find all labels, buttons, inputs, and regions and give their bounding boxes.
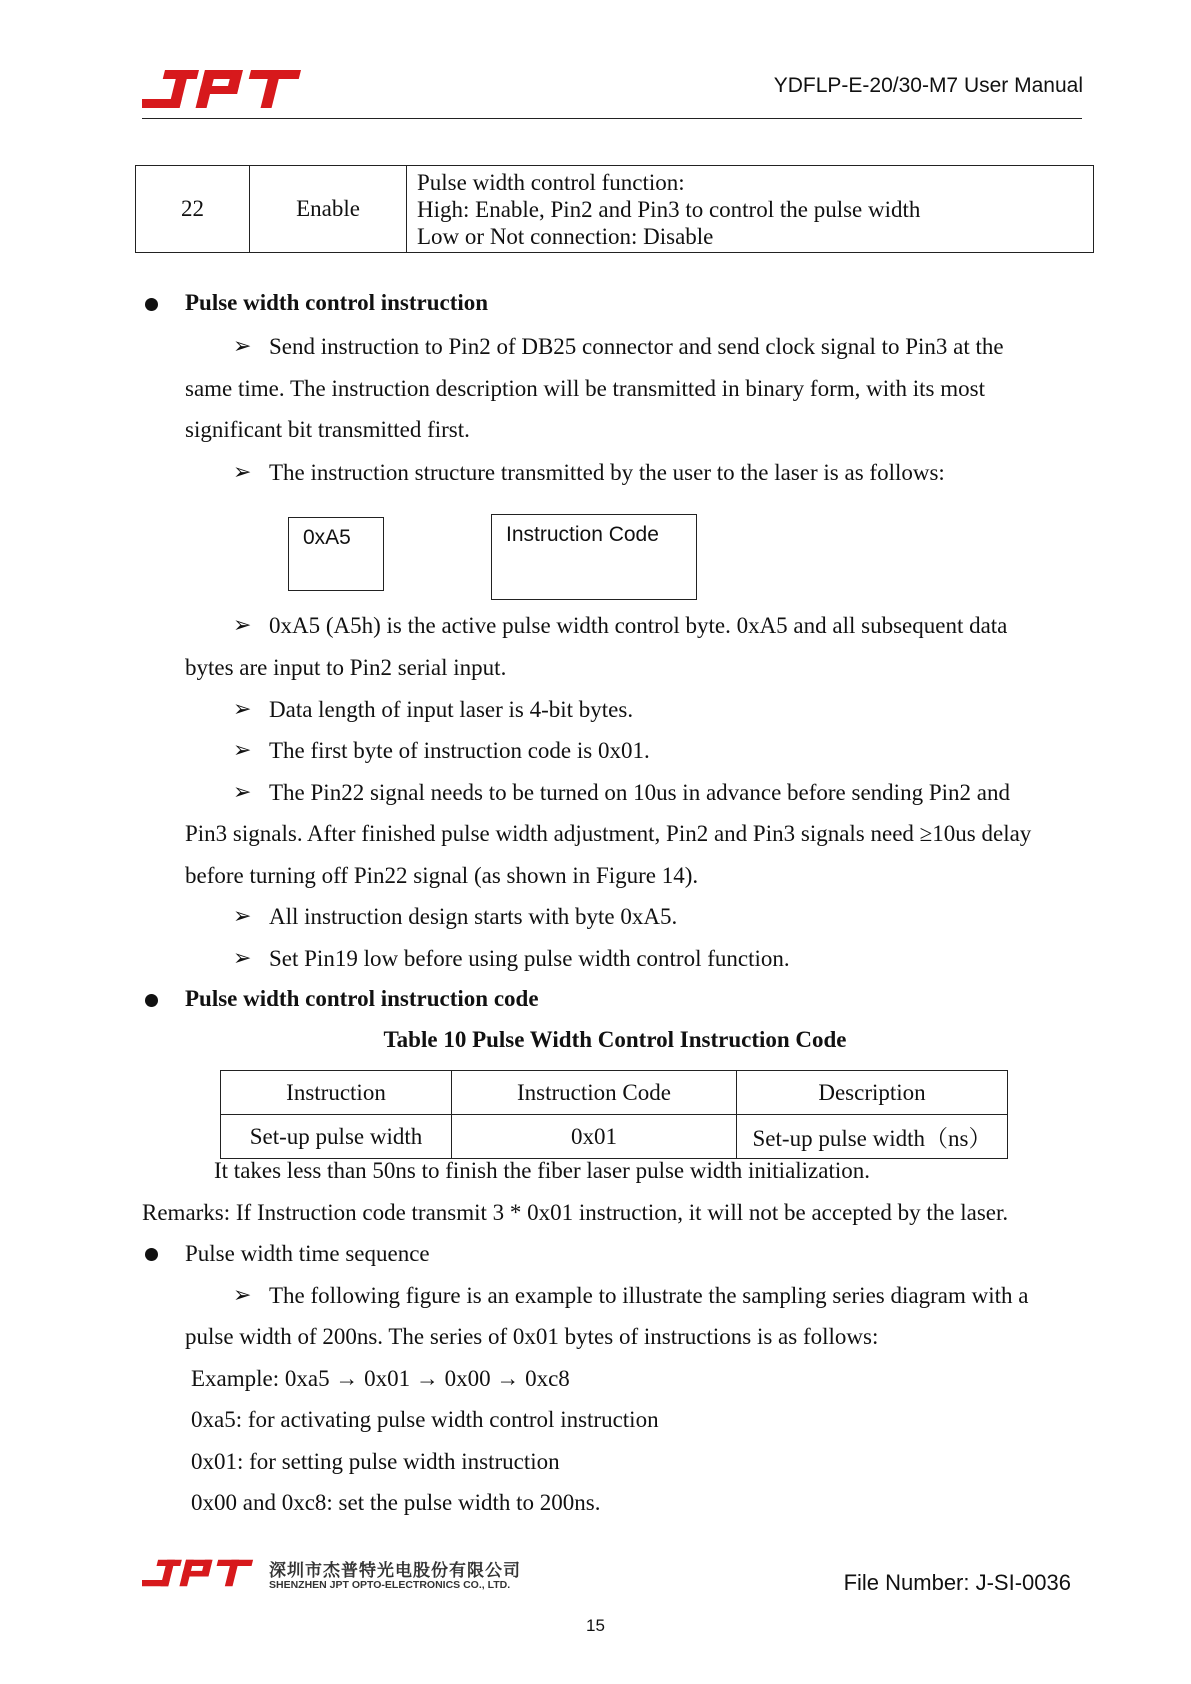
arrow-bullet-icon: ➢ xyxy=(233,903,252,928)
page-number: 15 xyxy=(586,1616,605,1635)
paragraph-line: All instruction design starts with byte 0xA5. xyxy=(269,904,678,929)
paragraph-line: Data length of input laser is 4-bit bytes. xyxy=(269,697,634,722)
bullet-icon xyxy=(145,994,158,1007)
arrow-bullet-icon: ➢ xyxy=(233,779,252,804)
pin-desc-line: Pulse width control function: xyxy=(417,169,685,195)
paragraph-line: The Pin22 signal needs to be turned on 10us in advance before sending Pin2 and xyxy=(269,780,1010,805)
paragraph-line: significant bit transmitted first. xyxy=(185,417,470,442)
section-heading: Pulse width time sequence xyxy=(185,1241,430,1266)
arrow-bullet-icon: ➢ xyxy=(233,459,252,484)
jpt-logo xyxy=(142,66,308,112)
instruction-code-table xyxy=(220,1070,1008,1159)
table-cell: 0x01 xyxy=(452,1115,737,1159)
paragraph-line: The instruction structure transmitted by the user to the laser is as follows: xyxy=(269,460,945,485)
example-line: 0xa5: for activating pulse width control instruction xyxy=(191,1407,659,1432)
pin-name: Enable xyxy=(250,166,407,253)
table-header-row xyxy=(221,1071,1008,1115)
paragraph-line: before turning off Pin22 signal (as shown in Figure 14). xyxy=(185,863,699,888)
paragraph-line: Send instruction to Pin2 of DB25 connector and send clock signal to Pin3 at the xyxy=(269,334,1004,359)
arrow-bullet-icon: ➢ xyxy=(233,737,252,762)
column-header: Description xyxy=(737,1071,1008,1115)
paragraph-line: The first byte of instruction code is 0x01. xyxy=(269,738,650,763)
arrow-bullet-icon: ➢ xyxy=(233,696,252,721)
paragraph-line: Set Pin19 low before using pulse width control function. xyxy=(269,946,790,971)
paragraph-line: bytes are input to Pin2 serial input. xyxy=(185,655,507,680)
table-note: It takes less than 50ns to finish the fiber laser pulse width initialization. xyxy=(214,1158,871,1183)
column-header: Instruction xyxy=(221,1071,452,1115)
company-name-chinese: 深圳市杰普特光电股份有限公司 xyxy=(269,1561,521,1580)
pin-desc-line: Low or Not connection: Disable xyxy=(417,223,714,249)
instruction-header-box: 0xA5 xyxy=(288,517,384,591)
pin-desc-line: High: Enable, Pin2 and Pin3 to control the pulse width xyxy=(417,196,921,222)
section-heading: Pulse width control instruction code xyxy=(185,986,539,1011)
pin-table xyxy=(135,165,1094,253)
document-title: YDFLP-E-20/30-M7 User Manual xyxy=(773,74,1083,97)
paragraph-line: same time. The instruction description will be transmitted in binary form, with its most xyxy=(185,376,985,401)
remarks: Remarks: If Instruction code transmit 3 * 0x01 instruction, it will not be accepted by the laser. xyxy=(142,1200,1009,1225)
example-line: Example: 0xa5 → 0x01 → 0x00 → 0xc8 xyxy=(191,1366,570,1391)
jpt-logo-footer xyxy=(142,1556,258,1590)
arrow-bullet-icon: ➢ xyxy=(233,1282,252,1307)
example-line: 0x00 and 0xc8: set the pulse width to 200ns. xyxy=(191,1490,601,1515)
column-header: Instruction Code xyxy=(452,1071,737,1115)
bullet-icon xyxy=(145,1248,158,1261)
table-cell: Set-up pulse width（ns） xyxy=(737,1115,1008,1159)
paragraph-line: The following figure is an example to illustrate the sampling series diagram with a xyxy=(269,1283,1029,1308)
pin-number: 22 xyxy=(136,166,250,253)
paragraph-line: pulse width of 200ns. The series of 0x01 bytes of instructions is as follows: xyxy=(185,1324,879,1349)
file-number: File Number: J-SI-0036 xyxy=(843,1570,1071,1595)
pin-description xyxy=(407,166,1094,253)
arrow-bullet-icon: ➢ xyxy=(233,945,252,970)
bullet-icon xyxy=(145,298,158,311)
paragraph-line: Pin3 signals. After finished pulse width adjustment, Pin2 and Pin3 signals need ≥10us delay xyxy=(185,821,1032,846)
table-cell: Set-up pulse width xyxy=(221,1115,452,1159)
paragraph-line: 0xA5 (A5h) is the active pulse width control byte. 0xA5 and all subsequent data xyxy=(269,613,1008,638)
arrow-bullet-icon: ➢ xyxy=(233,612,252,637)
example-line: 0x01: for setting pulse width instruction xyxy=(191,1449,560,1474)
section-heading: Pulse width control instruction xyxy=(185,290,489,315)
table-row xyxy=(221,1115,1008,1159)
header-divider xyxy=(142,118,1082,119)
company-name-english: SHENZHEN JPT OPTO-ELECTRONICS CO., LTD. xyxy=(269,1579,511,1591)
arrow-bullet-icon: ➢ xyxy=(233,333,252,358)
instruction-code-box: Instruction Code xyxy=(491,514,697,600)
table-row xyxy=(136,166,1094,253)
table-caption: Table 10 Pulse Width Control Instruction Code xyxy=(383,1027,847,1052)
